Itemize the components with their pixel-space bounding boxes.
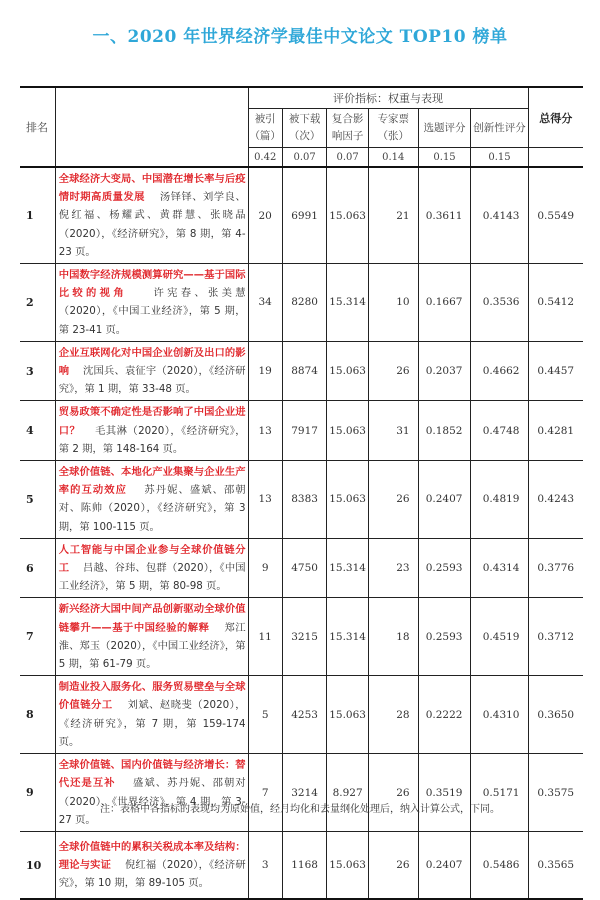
paper-citation: 苏丹妮、盛斌、邵朝对、陈帅（2020），《经济研究》，第 3 期，第 100-115 页。	[58, 484, 246, 533]
table-row	[20, 341, 583, 401]
total-score: 0.5412	[528, 264, 583, 342]
table-row	[20, 598, 583, 676]
topic-score: 0.2593	[418, 538, 471, 598]
rank-number: 1	[20, 167, 55, 264]
paper-citation: 郑江淮、郑玉（2020），《中国工业经济》，第 5 期，第 61-79 页。	[58, 621, 246, 671]
paper-cell	[55, 538, 248, 598]
cited-count: 20	[248, 167, 282, 264]
download-count: 8383	[282, 461, 327, 539]
paper-cell	[55, 598, 248, 676]
header-unit: （张）	[377, 130, 409, 142]
download-count: 3214	[282, 754, 327, 832]
paper-citation: 吕越、谷玮、包群（2020），《中国工业经济》，第 5 期，第 80-98 页。	[58, 562, 246, 593]
impact-factor: 15.063	[327, 831, 368, 899]
total-score: 0.3565	[528, 831, 583, 899]
topic-score: 0.2407	[418, 461, 471, 539]
cited-count: 19	[248, 341, 282, 401]
paper-cell	[55, 167, 248, 264]
expert-votes: 26	[368, 754, 418, 832]
header-total-score: 总得分	[528, 87, 583, 148]
paper-cell	[55, 754, 248, 832]
header-unit: 响因子	[331, 130, 364, 142]
expert-votes: 31	[368, 401, 418, 461]
paper-title: 中国数字经济规模测算研究——基于国际比较的视角	[58, 269, 246, 300]
table-row	[20, 167, 583, 264]
innovation-score: 0.4819	[471, 461, 528, 539]
paper-title: 全球价值链、国内价值链与经济增长：替代还是互补	[58, 759, 246, 790]
paper-title: 制造业投入服务化、服务贸易壁垒与全球价值链分工	[58, 681, 246, 712]
header-downloads	[282, 109, 327, 148]
table-row	[20, 401, 583, 461]
innovation-score: 0.4662	[471, 341, 528, 401]
weight-innovation: 0.15	[471, 148, 528, 168]
innovation-score: 0.5171	[471, 754, 528, 832]
paper-cell	[55, 341, 248, 401]
weight-impact: 0.07	[327, 148, 368, 168]
header-label: 复合影	[331, 113, 364, 125]
paper-cell	[55, 401, 248, 461]
cited-count: 34	[248, 264, 282, 342]
paper-cell	[55, 461, 248, 539]
header-label: 被下载	[288, 113, 321, 125]
header-label: 被引	[254, 113, 276, 125]
innovation-score: 0.4314	[471, 538, 528, 598]
innovation-score: 0.5486	[471, 831, 528, 899]
table-row	[20, 754, 583, 832]
rank-number: 6	[20, 538, 55, 598]
download-count: 4253	[282, 676, 327, 754]
header-indicator-group: 评价指标：权重与表现	[248, 87, 528, 109]
header-paper	[55, 87, 248, 167]
total-score: 0.3712	[528, 598, 583, 676]
paper-citation: 盛斌、苏丹妮、邵朝对（2020），《世界经济》，第 4 期，第 3-27 页。	[58, 777, 246, 826]
header-impact	[327, 109, 368, 148]
weight-topic: 0.15	[418, 148, 471, 168]
header-votes	[368, 109, 418, 148]
rank-number: 3	[20, 341, 55, 401]
paper-title: 全球价值链中的累积关税成本率及结构：理论与实证	[58, 840, 246, 872]
table-row	[20, 831, 583, 899]
topic-score: 0.3519	[418, 754, 471, 832]
expert-votes: 21	[368, 167, 418, 264]
download-count: 6991	[282, 167, 327, 264]
impact-factor: 15.063	[327, 401, 368, 461]
cited-count: 13	[248, 461, 282, 539]
paper-cell	[55, 264, 248, 342]
total-score: 0.4457	[528, 341, 583, 401]
header-label: 选题评分	[423, 121, 466, 134]
paper-cell	[55, 676, 248, 754]
total-score: 0.3650	[528, 676, 583, 754]
rank-number: 5	[20, 461, 55, 539]
expert-votes: 18	[368, 598, 418, 676]
rank-number: 8	[20, 676, 55, 754]
paper-title: 全球经济大变局、中国潜在增长率与后疫情时期高质量发展	[58, 173, 246, 204]
ranking-table	[20, 86, 583, 900]
total-score: 0.4243	[528, 461, 583, 539]
impact-factor: 15.314	[327, 264, 368, 342]
innovation-score: 0.4519	[471, 598, 528, 676]
header-unit: （次）	[288, 130, 321, 142]
paper-citation: 倪红福（2020），《经济研究》，第 10 期，第 89-105 页。	[58, 859, 246, 890]
weight-total-empty	[528, 148, 583, 168]
topic-score: 0.2407	[418, 831, 471, 899]
header-label: 创新性评分	[473, 121, 526, 134]
weight-cited: 0.42	[248, 148, 282, 168]
innovation-score: 0.4310	[471, 676, 528, 754]
cited-count: 11	[248, 598, 282, 676]
table-row	[20, 461, 583, 539]
paper-title: 企业互联网化对中国企业创新及出口的影响	[58, 346, 246, 378]
download-count: 8874	[282, 341, 327, 401]
cited-count: 9	[248, 538, 282, 598]
paper-title: 新兴经济大国中间产品创新驱动全球价值链攀升——基于中国经验的解释	[58, 603, 246, 634]
paper-citation: 刘斌、赵晓斐（2020），《经济研究》，第 7 期，第 159-174 页。	[58, 699, 246, 748]
topic-score: 0.2037	[418, 341, 471, 401]
download-count: 1168	[282, 831, 327, 899]
header-label: 专家票	[377, 113, 409, 125]
cited-count: 13	[248, 401, 282, 461]
download-count: 3215	[282, 598, 327, 676]
paper-title: 人工智能与中国企业参与全球价值链分工	[58, 543, 246, 575]
expert-votes: 10	[368, 264, 418, 342]
table-footnote: 注：表格中各指标的表现均为原始值，经月均化和去量纲化处理后，纳入计算公式，下同。	[100, 804, 500, 815]
cited-count: 5	[248, 676, 282, 754]
cited-count: 3	[248, 831, 282, 899]
expert-votes: 23	[368, 538, 418, 598]
topic-score: 0.2222	[418, 676, 471, 754]
expert-votes: 26	[368, 831, 418, 899]
total-score: 0.3776	[528, 538, 583, 598]
impact-factor: 15.063	[327, 341, 368, 401]
page-title: 一、2020 年世界经济学最佳中文论文 TOP10 榜单	[92, 27, 508, 47]
expert-votes: 26	[368, 461, 418, 539]
paper-title: 贸易政策不确定性是否影响了中国企业进口？	[58, 406, 246, 437]
table-row	[20, 538, 583, 598]
paper-citation: 许宪春、张美慧（2020），《中国工业经济》，第 5 期，第 23-41 页。	[58, 287, 246, 336]
header-innovation	[471, 109, 528, 148]
header-topic	[418, 109, 471, 148]
table-row	[20, 264, 583, 342]
paper-citation: 汤铎铎、刘学良、倪红福、杨耀武、黄群慧、张晓晶（2020），《经济研究》，第 8 期，第 4-23 页。	[58, 191, 246, 258]
table-row	[20, 676, 583, 754]
download-count: 8280	[282, 264, 327, 342]
paper-citation: 沈国兵、袁征宇（2020），《经济研究》，第 1 期，第 33-48 页。	[58, 365, 246, 396]
rank-number: 2	[20, 264, 55, 342]
expert-votes: 26	[368, 341, 418, 401]
impact-factor: 15.063	[327, 167, 368, 264]
innovation-score: 0.3536	[471, 264, 528, 342]
header-cited	[248, 109, 282, 148]
cited-count: 7	[248, 754, 282, 832]
download-count: 4750	[282, 538, 327, 598]
impact-factor: 8.927	[327, 754, 368, 832]
header-unit: （篇）	[249, 130, 281, 142]
total-score: 0.3575	[528, 754, 583, 832]
impact-factor: 15.063	[327, 676, 368, 754]
expert-votes: 28	[368, 676, 418, 754]
topic-score: 0.2593	[418, 598, 471, 676]
paper-title: 全球价值链、本地化产业集聚与企业生产率的互动效应	[58, 466, 246, 497]
innovation-score: 0.4748	[471, 401, 528, 461]
download-count: 7917	[282, 401, 327, 461]
rank-number: 7	[20, 598, 55, 676]
weight-downloads: 0.07	[282, 148, 327, 168]
rank-number: 9	[20, 754, 55, 832]
paper-cell	[55, 831, 248, 899]
rank-number: 10	[20, 831, 55, 899]
topic-score: 0.3611	[418, 167, 471, 264]
header-rank: 排名	[20, 87, 55, 167]
total-score: 0.5549	[528, 167, 583, 264]
innovation-score: 0.4143	[471, 167, 528, 264]
impact-factor: 15.063	[327, 461, 368, 539]
topic-score: 0.1852	[418, 401, 471, 461]
total-score: 0.4281	[528, 401, 583, 461]
impact-factor: 15.314	[327, 538, 368, 598]
weight-votes: 0.14	[368, 148, 418, 168]
impact-factor: 15.314	[327, 598, 368, 676]
topic-score: 0.1667	[418, 264, 471, 342]
paper-citation: 毛其淋（2020），《经济研究》，第 2 期，第 148-164 页。	[58, 424, 246, 455]
rank-number: 4	[20, 401, 55, 461]
